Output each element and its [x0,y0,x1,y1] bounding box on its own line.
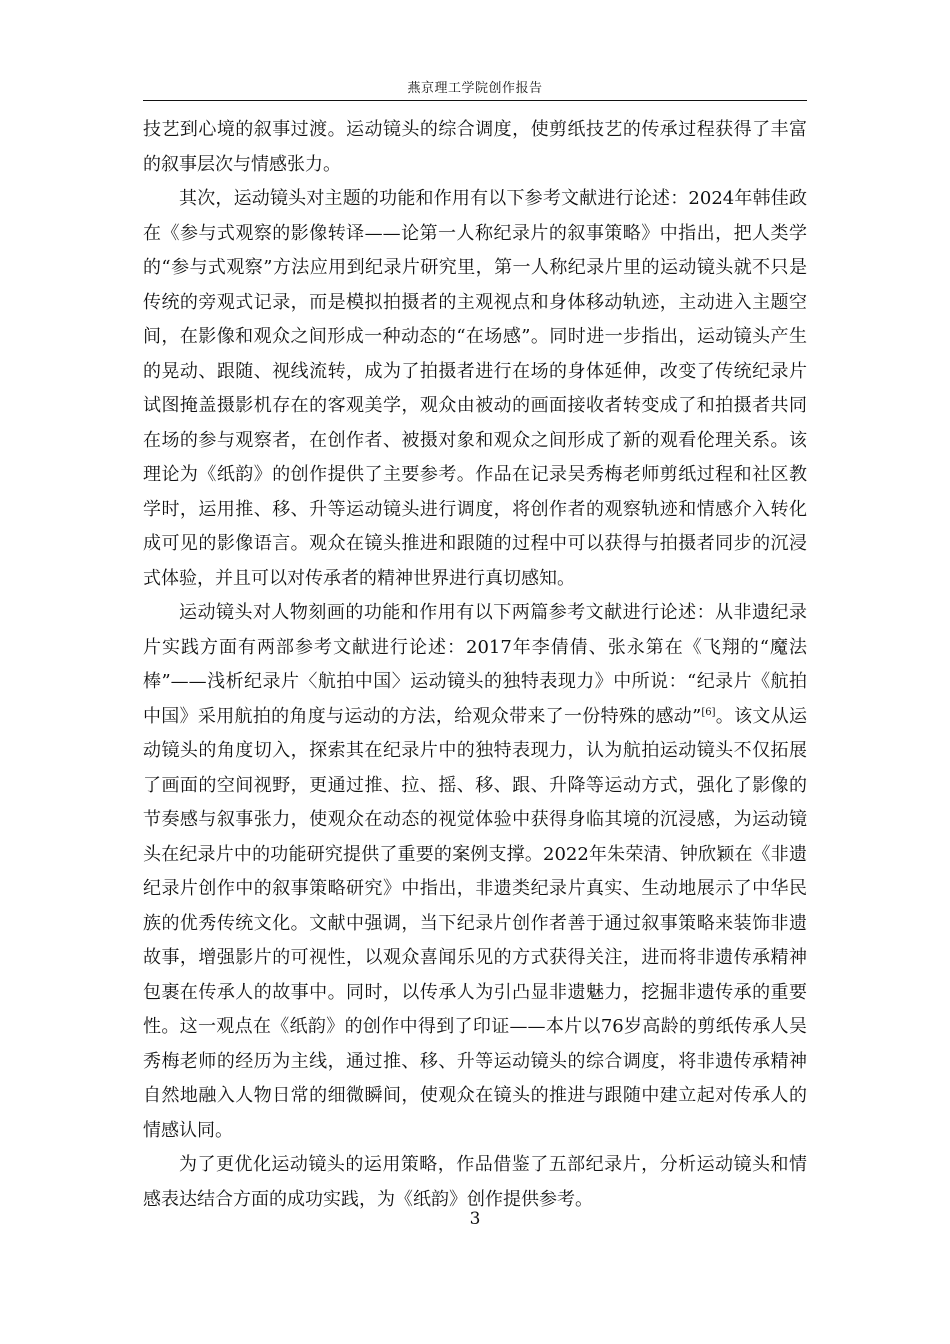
paragraph-continuation: 技艺到心境的叙事过渡。运动镜头的综合调度，使剪纸技艺的传承过程获得了丰富的叙事层次与情感张力。 [143,119,807,175]
paragraph-character-portrayal [143,596,807,1148]
citation-marker: [6] [701,706,716,718]
header-rule [143,100,807,101]
paragraph-theme-function: 其次，运动镜头对主题的功能和作用有以下参考文献进行论述：2024年韩佳政在《参与式观察的影像转译——论第一人称纪录片的叙事策略》中指出，把人类学的“参与式观察”方法应用到纪录片研究里，第一人称纪录片里的运动镜头就不只是传统的旁观式记录，而是模拟拍摄者的主观视点和身体移动轨迹，主动进入主题空间，在影像和观众之间形成一种动态的“在场感”。同时进一步指出，运动镜头产生的晃动、跟随、视线流转，成为了拍摄者进行在场的身体延伸，改变了传统纪录片试图掩盖摄影机存在的客观美学，观众由被动的画面接收者转变成了和拍摄者共同在场的参与观察者，在创作者、被摄对象和观众之间形成了新的观看伦理关系。该理论为《纸韵》的创作提供了主要参考。作品在记录吴秀梅老师剪纸过程和社区教学时，运用推、移、升等运动镜头进行调度，将创作者的观察轨迹和情感介入转化成可见的影像语言。观众在镜头推进和跟随的过程中可以获得与拍摄者同步的沉浸式体验，并且可以对传承者的精神世界进行真切感知。 [143,188,807,589]
paragraph-reference-films: 为了更优化运动镜头的运用策略，作品借鉴了五部纪录片，分析运动镜头和情感表达结合方面的成功实践，为《纸韵》创作提供参考。 [143,1154,807,1210]
body-text [143,113,807,1217]
paragraph-text-after-citation: 。该文从运动镜头的角度切入，探索其在纪录片中的独特表现力，认为航拍运动镜头不仅拓展了画面的空间视野，更通过推、拉、摇、移、跟、升降等运动方式，强化了影像的节奏感与叙事张力，使观众在动态的视觉体验中获得身临其境的沉浸感，为运动镜头在纪录片中的功能研究提供了重要的案例支撑。2022年朱荣清、钟欣颖在《非遗纪录片创作中的叙事策略研究》中指出，非遗类纪录片真实、生动地展示了中华民族的优秀传统文化。文献中强调，当下纪录片创作者善于通过叙事策略来装饰非遗故事，增强影片的可视性，以观众喜闻乐见的方式获得关注，进而将非遗传承精神包裹在传承人的故事中。同时，以传承人为引凸显非遗魅力，挖掘非遗传承的重要性。这一观点在《纸韵》的创作中得到了印证——本片以76岁高龄的剪纸传承人吴秀梅老师的经历为主线，通过推、移、升等运动镜头的综合调度，将非遗传承精神自然地融入人物日常的细微瞬间，使观众在镜头的推进与跟随中建立起对传承人的情感认同。 [143,705,808,1141]
running-header: 燕京理工学院创作报告 [407,81,543,96]
paragraph-text-before-citation: 运动镜头对人物刻画的功能和作用有以下两篇参考文献进行论述：从非遗纪录片实践方面有两部参考文献进行论述：2017年李倩倩、张永第在《飞翔的“魔法棒”——浅析纪录片〈航拍中国〉运动镜头的独特表现力》中所说：“纪录片《航拍中国》采用航拍的角度与运动的方法，给观众带来了一份特殊的感动” [143,602,807,727]
page-number: 3 [469,1209,481,1229]
